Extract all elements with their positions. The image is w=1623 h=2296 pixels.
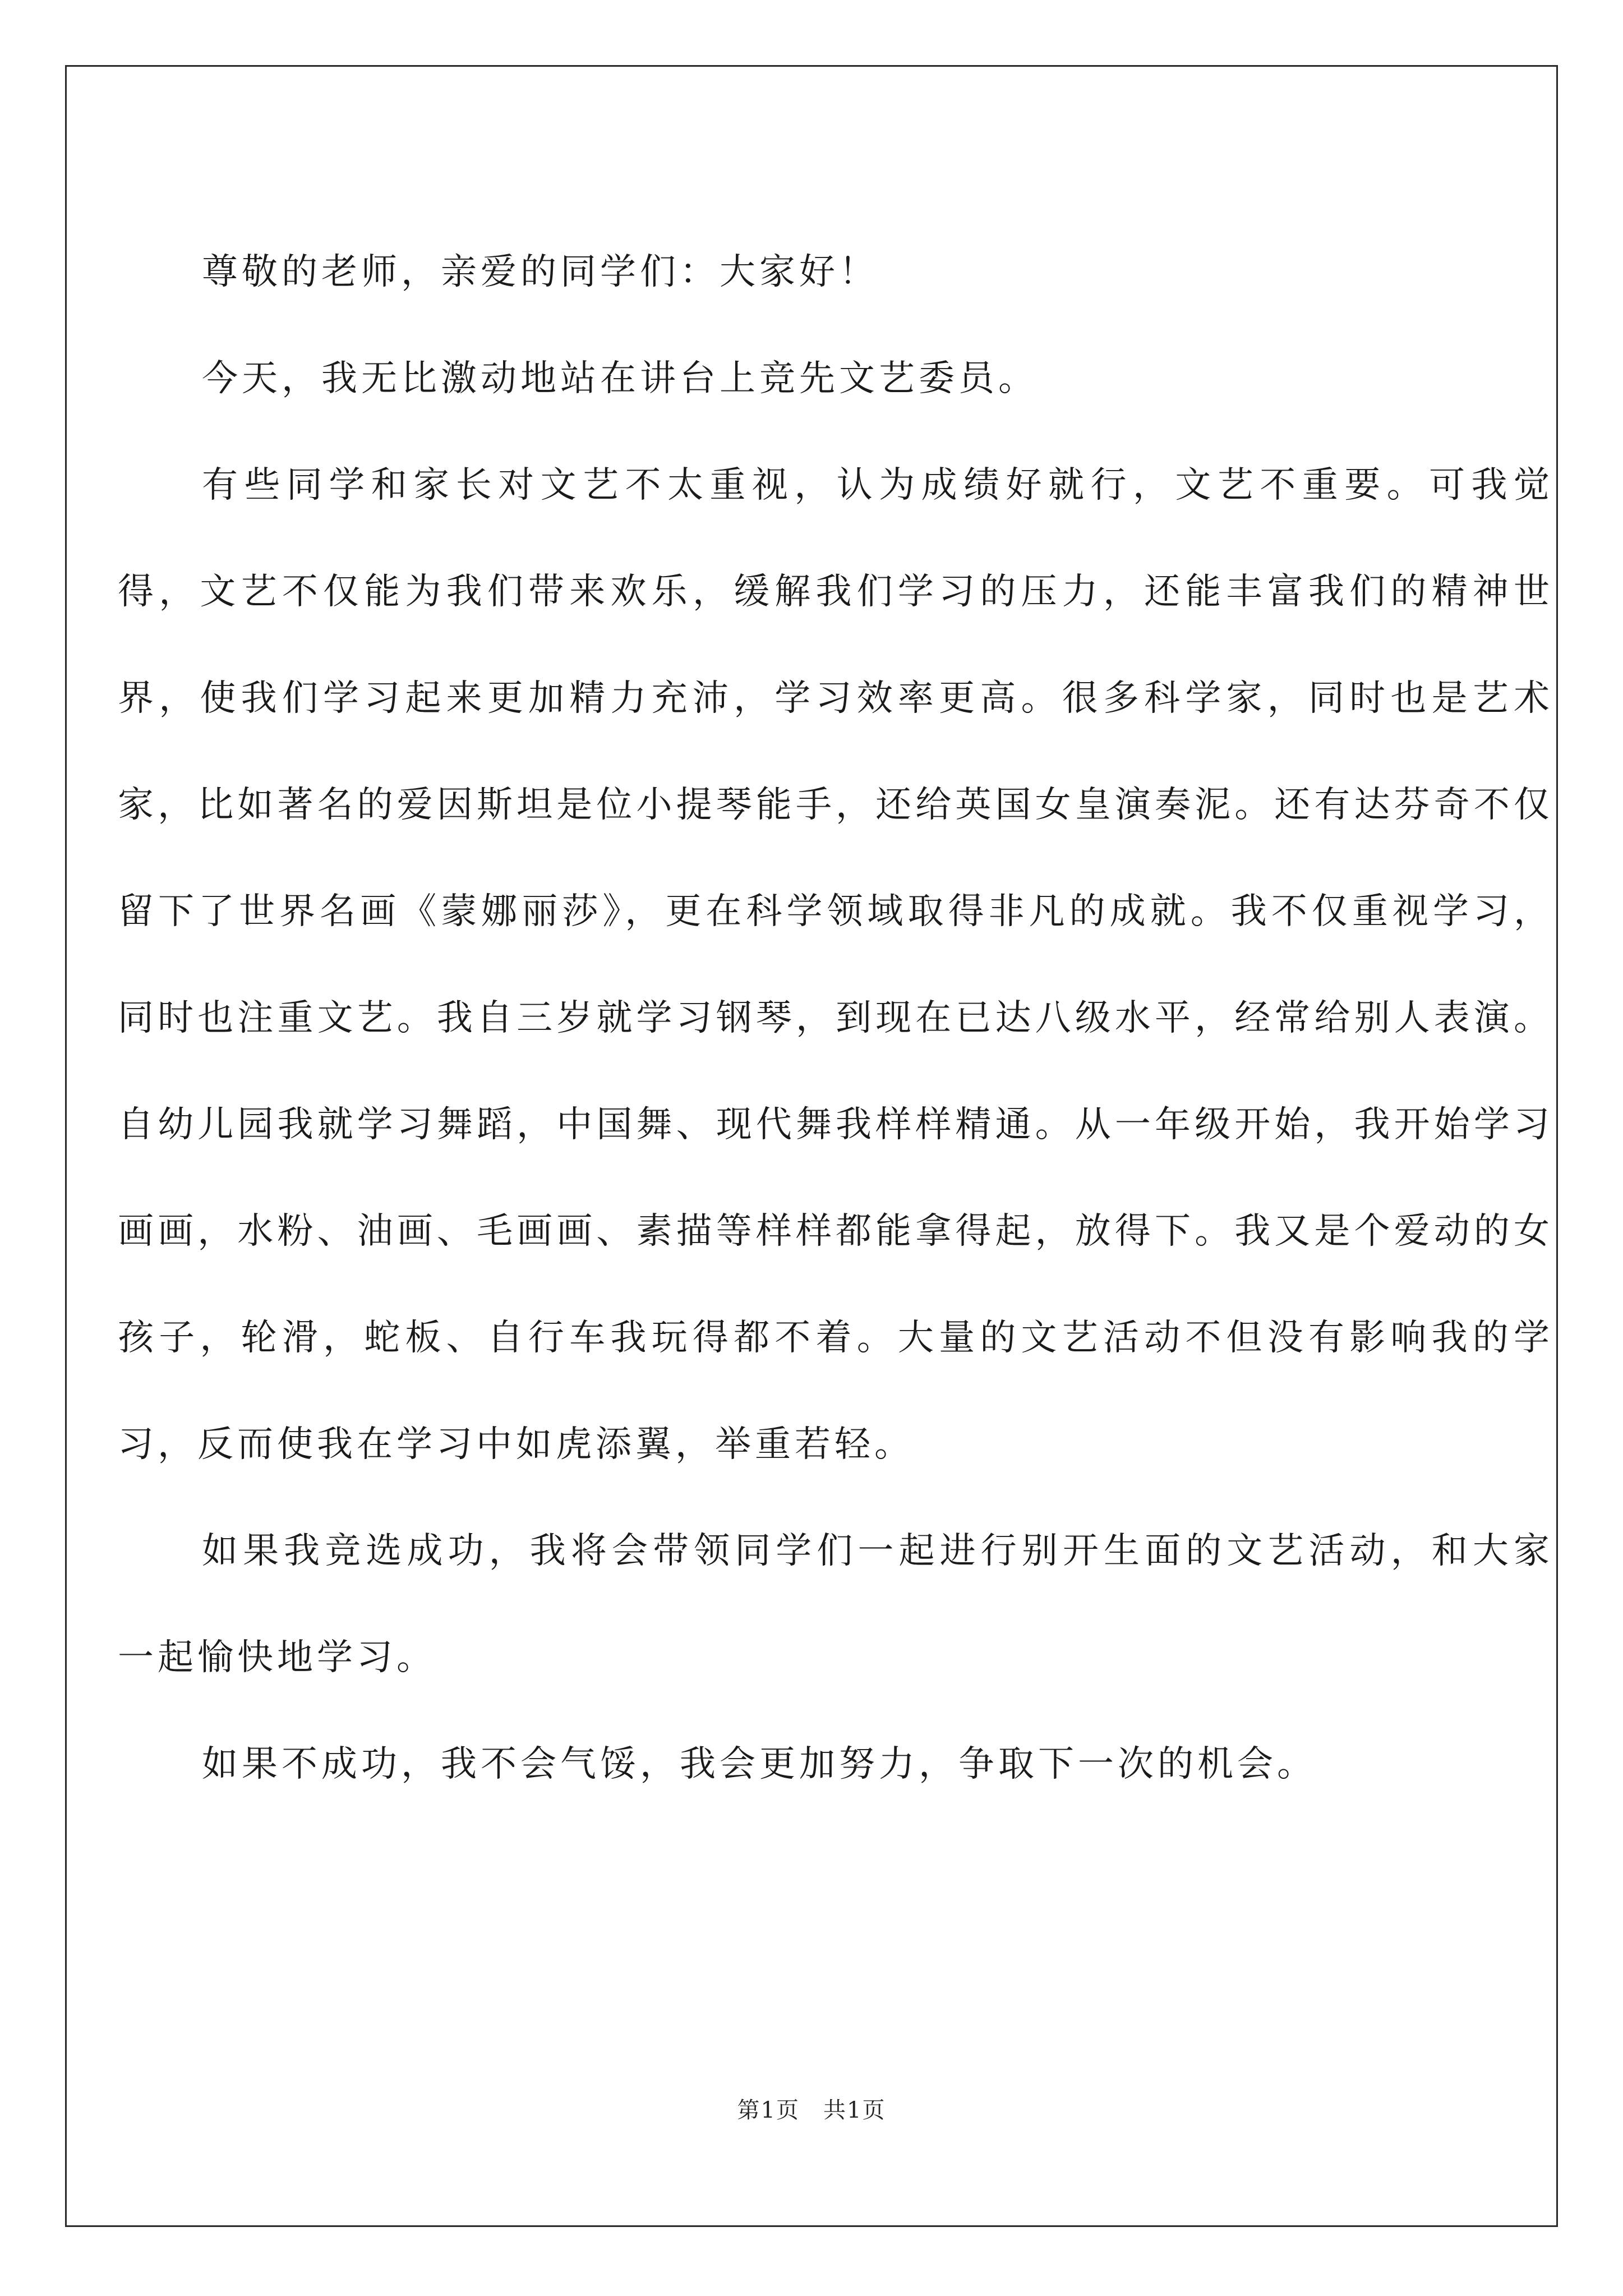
failure-paragraph: 如果不成功，我不会气馁，我会更加努力，争取下一次的机会。 — [202, 1743, 1317, 1785]
greeting-paragraph: 尊敬的老师，亲爱的同学们：大家好！ — [202, 251, 879, 293]
intro-paragraph: 今天，我无比激动地站在讲台上竞先文艺委员。 — [202, 358, 1038, 399]
main-paragraph: 有些同学和家长对文艺不太重视，认为成绩好就行，文艺不重要。可我觉得，文艺不仅能为我们带来欢乐，缓解我们学习的压力，还能丰富我们的精神世界，使我们学习起来更加精力充沛，学习效率更高。很多科学家，同时也是艺术家，比如著名的爱因斯坦是位小提琴能手，还给英国女皇演奏泥。还有达芬奇不仅留下了世界名画《蒙娜丽莎》，更在科学领域取得非凡的成就。我不仅重视学习，同时也注重文艺。我自三岁就学习钢琴，到现在已达八级水平，经常给别人表演。自幼儿园我就学习舞蹈，中国舞、现代舞我样样精通。从一年级开始，我开始学习画画，水粉、油画、毛画画、素描等样样都能拿得起，放得下。我又是个爱动的女孩子，轮滑，蛇板、自行车我玩得都不着。大量的文艺活动不但没有影响我的学习，反而使我在学习中如虎添翼，举重若轻。 — [118, 464, 1553, 1465]
success-paragraph: 如果我竞选成功，我将会带领同学们一起进行别开生面的文艺活动，和大家一起愉快地学习。 — [118, 1530, 1553, 1678]
page-footer: 第1页 共1页 — [737, 2097, 886, 2123]
document-body — [118, 219, 1553, 1818]
